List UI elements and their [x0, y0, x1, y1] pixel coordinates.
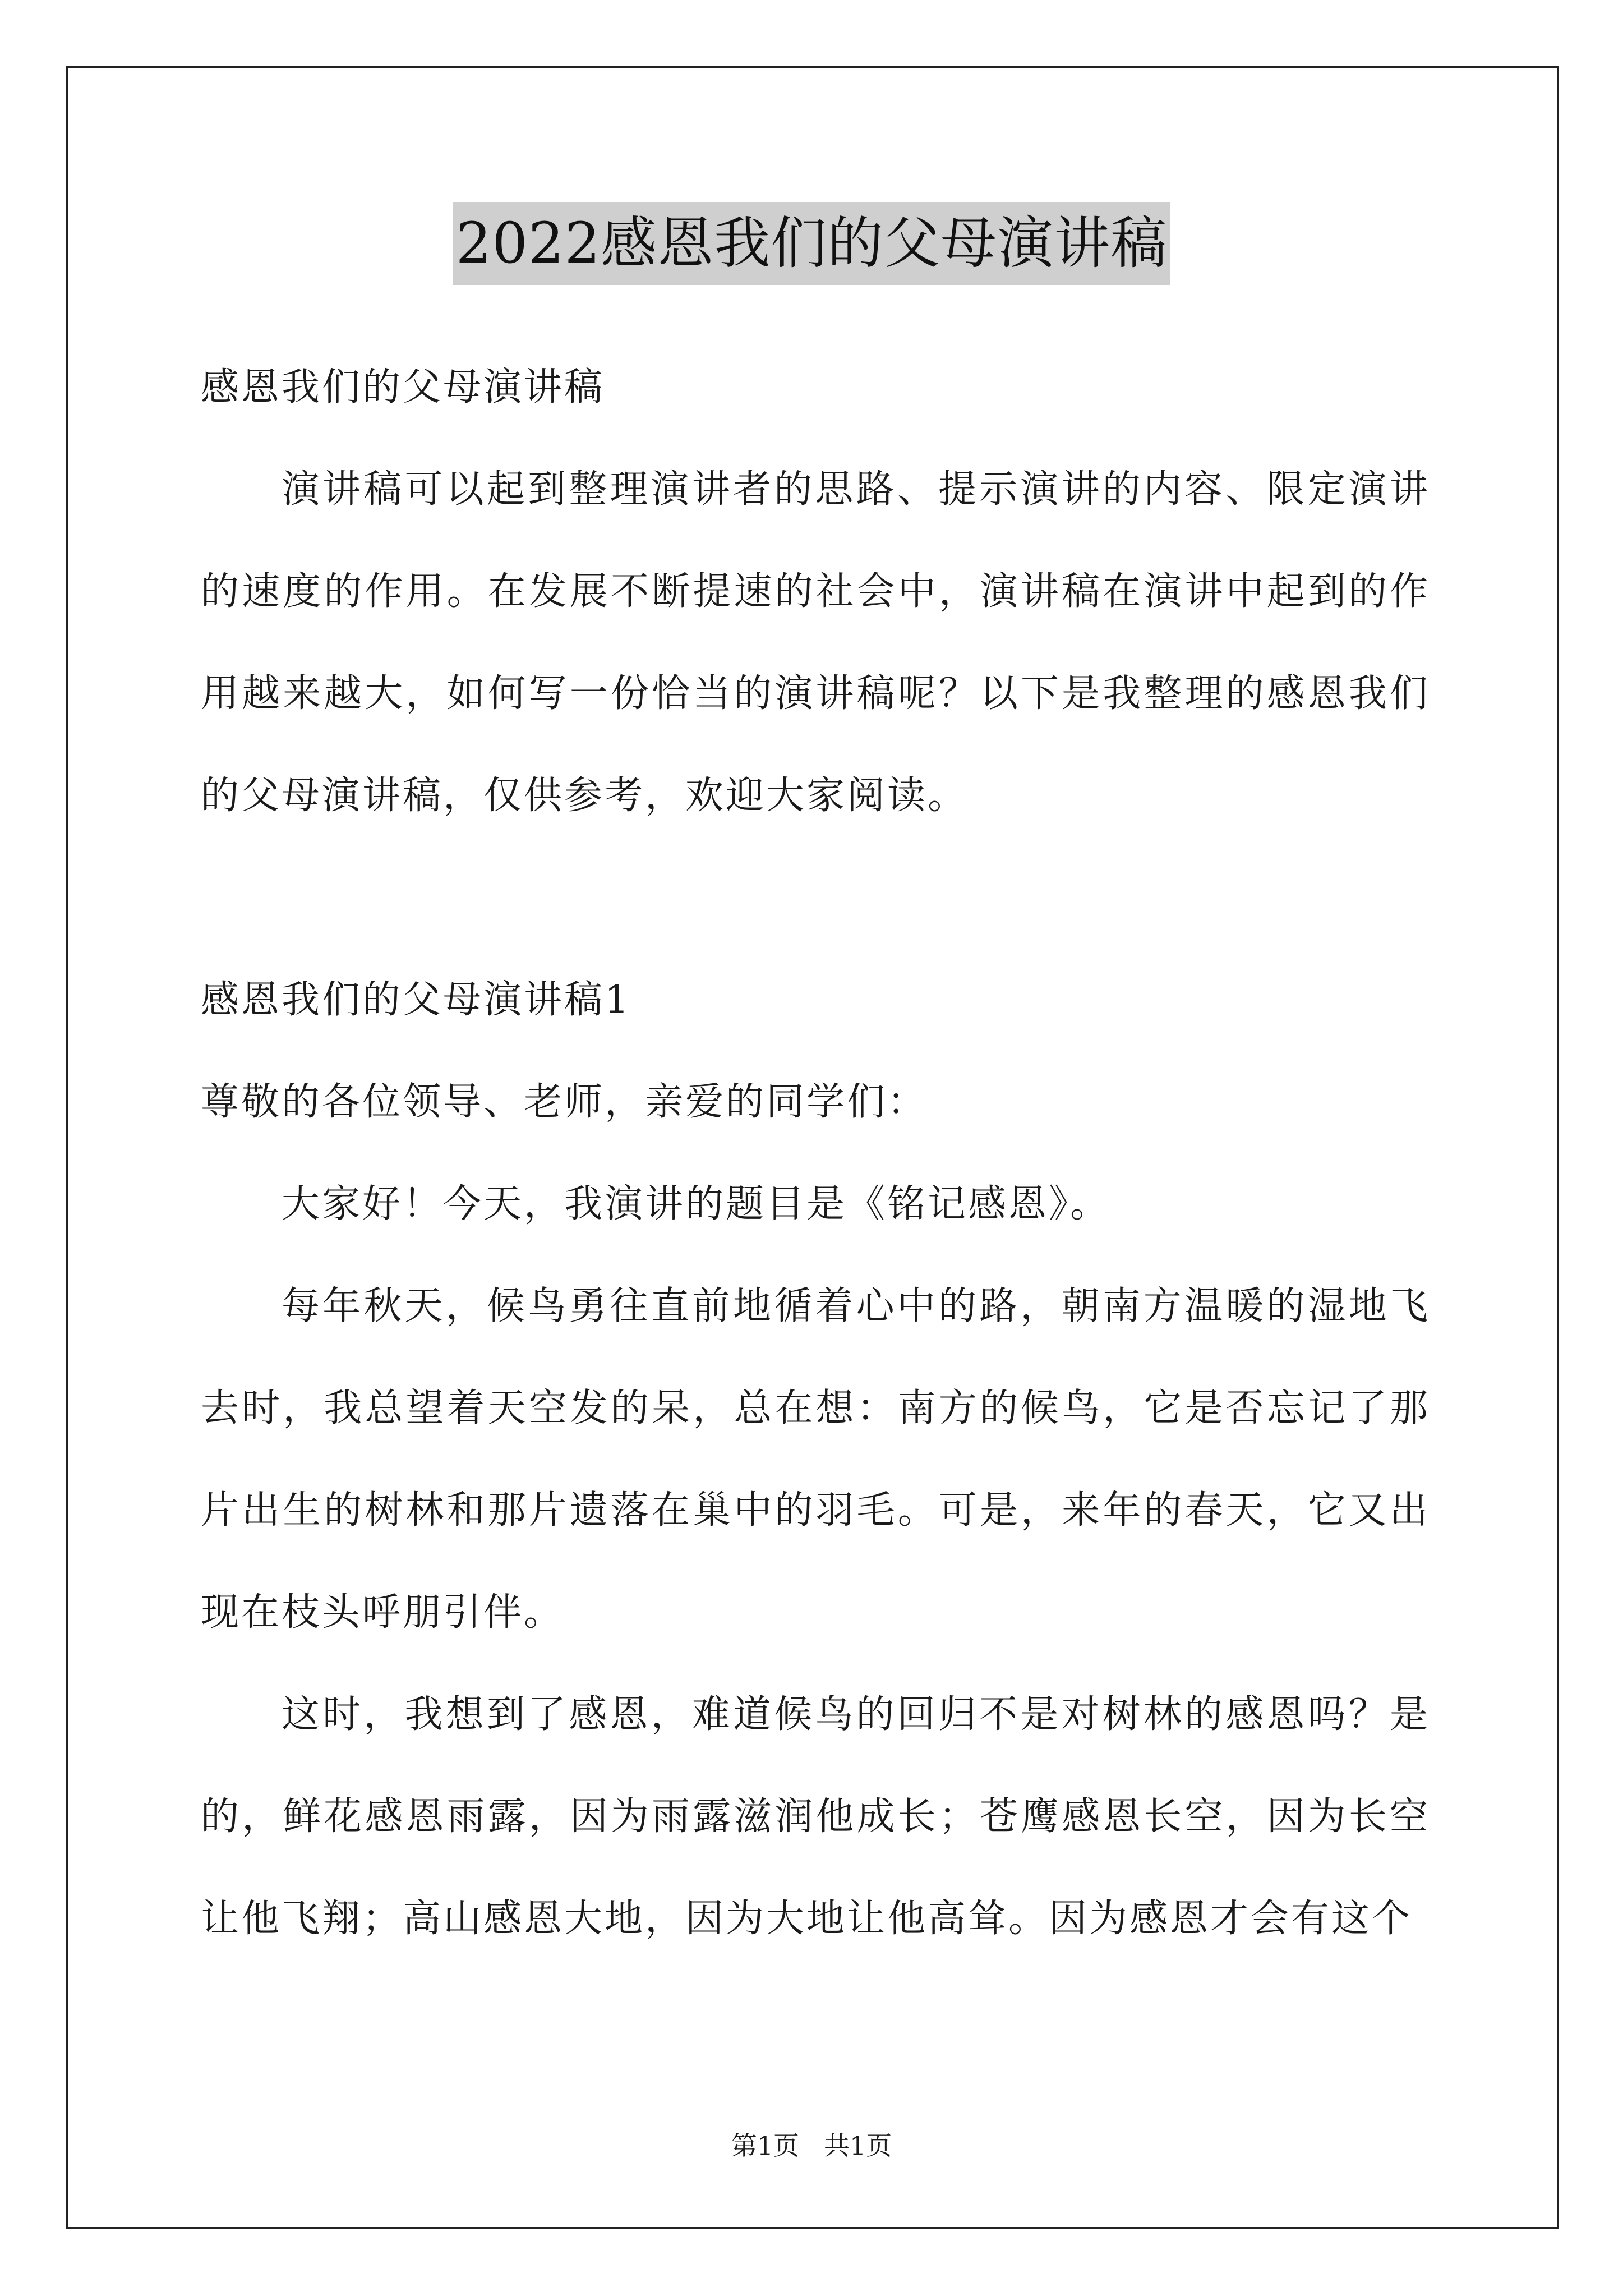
title-container: [0, 202, 1623, 285]
body-paragraph: 每年秋天，候鸟勇往直前地循着心中的路，朝南方温暖的湿地飞去时，我总望着天空发的呆，总在想：南方的候鸟，它是否忘记了那片出生的树林和那片遗落在巢中的羽毛。可是，来年的春天，它又出现在枝头呼朋引伴。: [201, 1284, 1430, 1635]
page-number: 第1页: [731, 2131, 800, 2161]
intro-paragraph: 演讲稿可以起到整理演讲者的思路、提示演讲的内容、限定演讲的速度的作用。在发展不断提速的社会中，演讲稿在演讲中起到的作用越来越大，如何写一份恰当的演讲稿呢？以下是我整理的感恩我们的父母演讲稿，仅供参考，欢迎大家阅读。: [201, 467, 1430, 818]
document-body: [201, 337, 1430, 1970]
page-total: 共1页: [823, 2131, 892, 2161]
page-footer: [0, 2126, 1623, 2165]
body-paragraph: 这时，我想到了感恩，难道候鸟的回归不是对树林的感恩吗？是的，鲜花感恩雨露，因为雨露滋润他成长；苍鹰感恩长空，因为长空让他飞翔；高山感恩大地，因为大地让他高耸。因为感恩才会有这个: [201, 1692, 1430, 1941]
salutation-paragraph: 尊敬的各位领导、老师，亲爱的同学们：: [201, 1080, 928, 1124]
greeting-paragraph: 大家好！今天，我演讲的题目是《铭记感恩》。: [282, 1182, 1111, 1226]
document-title: 2022感恩我们的父母演讲稿: [453, 202, 1171, 285]
paragraph-gap: [201, 847, 1430, 949]
section-heading: 感恩我们的父母演讲稿1: [201, 978, 631, 1022]
subtitle-paragraph: 感恩我们的父母演讲稿: [201, 365, 605, 409]
